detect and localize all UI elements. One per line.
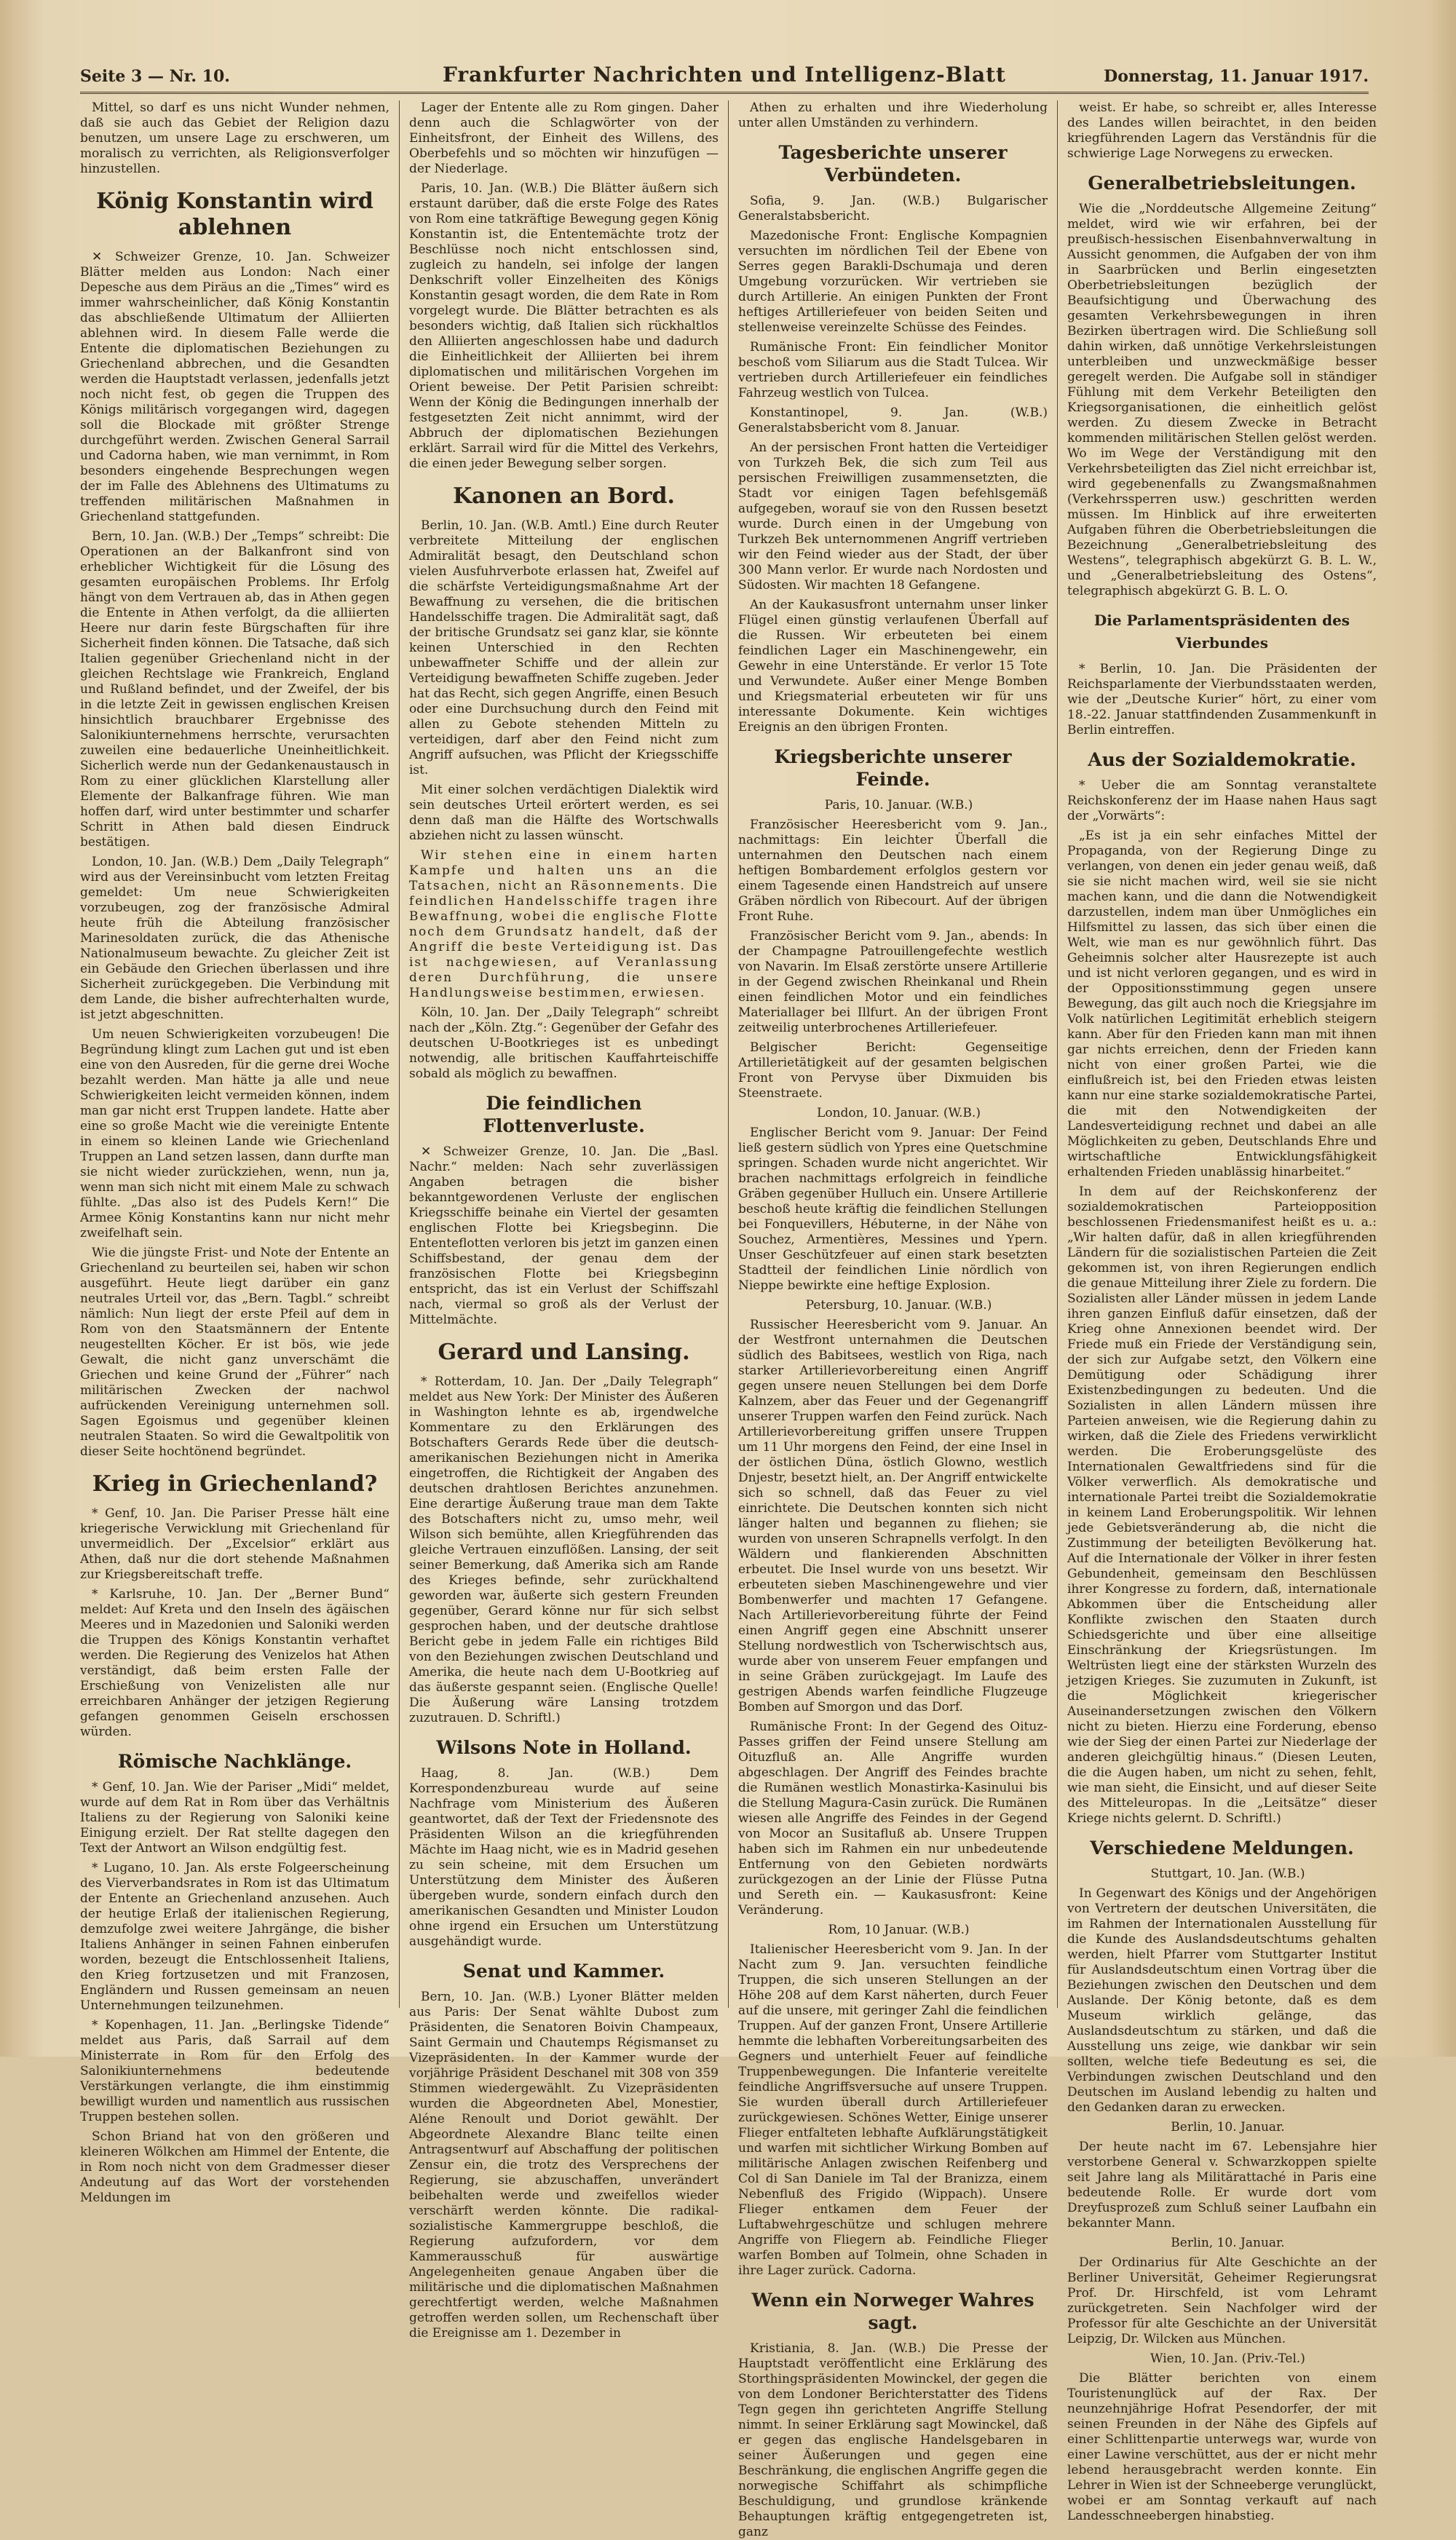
article-text: Englischer Bericht vom 9. Januar: Der Feind ließ gestern südlich von Ypres eine Quetschmine springen. Schaden wurde nicht angerichtet. Wir brachen nachmittags erfolgreich in feindliche Gräben gegenüber Hulluch ein. Unsere Artillerie beschoß heute kräftig die feindlichen Stellungen bei Fonquevillers, Hébuterne, in der Nähe von Souchez, Armentières, Messines und Ypern. Unser Geschützfeuer auf einen stark besetzten Stadtteil der feindlichen Linie nördlich von Nieppe bewirkte eine heftige Explosion.	[738, 1125, 1048, 1293]
column-rule	[1057, 100, 1058, 2008]
article-text: * Rotterdam, 10. Jan. Der „Daily Telegraph“ meldet aus New York: Der Minister des Äußeren in Washington lehnte es ab, irgendwelche Kommentare zu den Erklärungen des Botschafters Gerards Rede über die deutsch-amerikanischen Beziehungen nicht in Amerika eingetroffen, die Richtigkeit der Angaben des deutschen drahtlosen Berichtes anzunehmen. Eine derartige Äußerung traue man dem Takte des Botschafters nicht zu, umso mehr, weil Wilson sich bemühte, allen Kriegführenden das gleiche Vertrauen einzuflößen. Lansing, der seit seiner Bemerkung, daß Amerika sich am Rande des Krieges befinde, sehr zurückhaltend geworden war, äußerte sich gestern Freunden gegenüber, Gerard könne nur für sich selbst gesprochen haben, und der deutsche drahtlose Bericht gebe in jedem Falle ein richtiges Bild von den Beziehungen zwischen Deutschland und Amerika, die heute nach dem U-Bootkrieg auf das äußerste gespannt seien. (Englische Quelle! Die Äußerung wäre Lansing trotzdem zuzutrauen. D. Schriftl.)	[409, 1374, 719, 1725]
article-text: * Berlin, 10. Jan. Die Präsidenten der Reichsparlamente der Vierbundsstaaten werden, wie der „Deutsche Kurier“ hört, zu einer vom 18.-22. Januar stattfindenden Zusammenkunft in Berlin eintreffen.	[1067, 662, 1377, 737]
headline: Wenn ein Norweger Wahres sagt.	[751, 2290, 1034, 2333]
article-text: Rumänische Front: Ein feindlicher Monitor beschoß vom Siliarum aus die Stadt Tulcea. Wir vertrieben durch Artilleriefeuer ein feindliches Fahrzeug westlich von Tulcea.	[738, 340, 1048, 400]
headline: Senat und Kammer.	[462, 1961, 665, 1982]
article-text: Bern, 10. Jan. (W.B.) Der „Temps“ schreibt: Die Operationen an der Balkanfront sind von erheblicher Wichtigkeit für die Lösung des gesamten europäischen Problems. Ihr Erfolg hängt von dem Vertrauen ab, das in Athen gegen die Entente in Athen verfolgt, da die alliierten Heere nur darin feste Bürgschaften für ihre Sicherheit finden können. Die Tatsache, daß sich Italien gegenüber Griechenland nicht in der gleichen Rechtslage wie Frankreich, England und Rußland befindet, und der Zweifel, der bis in die letzte Zeit in gewissen englischen Kreisen hinsichtlich brauchbarer Ergebnisse des Salonikiunternehmens herrschte, verursachten zuweilen eine bedauerliche Uneinheitlichkeit. Sicherlich werde nun der Gedankenaustausch in Rom zu einer glücklichen Klarstellung aller Elemente der Balkanfrage führen. Wie man hoffen darf, wird unter bestimmter und scharfer Schritt in Athen bald diesen Eindruck bestätigen.	[80, 529, 389, 850]
article-text: Der heute nacht im 67. Lebensjahre hier verstorbene General v. Schwarzkoppen spielte seit Jahre lang als Militärattaché in Paris eine bedeutende Rolle. Er wurde dort vom Dreyfusprozeß zum Schluß seiner Laufbahn ein bekannter Mann.	[1067, 2140, 1377, 2231]
article-text: Mazedonische Front: Englische Kompagnien versuchten im nördlichen Teil der Ebene von Serres gegen Barakli-Dschumaja und deren Umgebung vorzurücken. Wir vertrieben sie durch Artillerie. An einigen Punkten der Front heftiges Artilleriefeuer von beiden Seiten und stellenweise vereinzelte Schüsse des Feindes.	[738, 229, 1048, 335]
article-text: Französischer Bericht vom 9. Jan., abends: In der Champagne Patrouillengefechte westlich von Navarin. Im Elsaß zerstörte unsere Artillerie in der Gegend zwischen Rheinkanal und Rhein einen feindlichen Motor und ein feindliches Materiallager bei Illfurt. An der übrigen Front zeitweilig unterbrochenes Artilleriefeuer.	[738, 929, 1048, 1035]
article-text: Konstantinopel, 9. Jan. (W.B.) Generalstabsbericht vom 8. Januar.	[738, 405, 1048, 435]
article-text: ✕ Schweizer Grenze, 10. Jan. Die „Basl. Nachr.“ melden: Nach sehr zuverlässigen Angaben betragen die bisher bekanntgewordenen Verluste der englischen Kriegsschiffe beinahe ein Viertel der gesamten englischen Flotte bei Kriegsbeginn. Die Ententeflotten verloren bis jetzt im ganzen einen Schiffsbestand, der genau dem der französischen Flotte bei Kriegsbeginn entspricht, das ist ein Verlust der Schiffszahl nach, viermal so groß als der Verlust der Mittelmächte.	[409, 1144, 719, 1327]
article-text: Rumänische Front: In der Gegend des Oituz-Passes griffen der Feind unsere Stellung am Oituzfluß an. Alle Angriffe wurden abgeschlagen. Der Angriff des Feindes brachte die Rumänen westlich Monastirka-Kasinului bis die Stellung Magura-Casin zurück. Die Rumänen wiesen alle Angriffe des Feindes in der Gegend von Mocor an Susitafluß ab. Unsere Truppen haben sich im Rahmen ein nur unbedeutende Entfernung von den Gebieten nordwärts zurückgezogen an der Linie der Flüsse Putna und Sereth ein. — Kaukasusfront: Keine Veränderung.	[738, 1720, 1048, 1918]
page-header	[80, 58, 1369, 94]
column-3	[738, 100, 1048, 2539]
headline: Gerard und Lansing.	[438, 1340, 690, 1365]
article-text: Französischer Heeresbericht vom 9. Jan., nachmittags: Ein leichter Überfall die unternahmen den Deutschen nach einem heftigen Bombardement erfolglos gestern vor einem Tagesende einen Handstreich auf unsere Gräben nördlich von Ribecourt. Auf der übrigen Front Ruhe.	[738, 818, 1048, 924]
article-text: Der Ordinarius für Alte Geschichte an der Berliner Universität, Geheimer Regierungsrat Prof. Dr. Hirschfeld, ist vom Lehramt zurückgetreten. Sein Nachfolger wird der Professor für alte Geschichte an der Universität Leipzig, Dr. Wilcken aus München.	[1067, 2255, 1377, 2346]
article-text: Athen zu erhalten und ihre Wiederholung unter allen Umständen zu verhindern.	[738, 100, 1048, 130]
article-text: Bern, 10. Jan. (W.B.) Lyoner Blätter melden aus Paris: Der Senat wählte Dubost zum Präsidenten, die Senatoren Boivin Champeaux, Saint Germain und Chautemps Régismanset zu Vizepräsidenten. In der Kammer wurde der vorjährige Präsident Deschanel mit 308 von 359 Stimmen wiedergewählt. Zu Vizepräsidenten wurden die Abgeordneten Abel, Monestier, Aléne Renoult und Doriot gewählt. Der Abgeordnete Alexandre Blanc teilte einen Antragsentwurf auf Abschaffung der politischen Zensur ein, die trotz des Versprechens der Regierung, sie abzuschaffen, unverändert beibehalten werde und zweifellos wieder verschärft werden könnte. Die radikal-sozialistische Kammergruppe beschloß, die Regierung aufzufordern, vor dem Kammerausschuß für auswärtige Angelegenheiten genaue Angaben über die militärische und die diplomatischen Maßnahmen gerechtfertigt werden, welche Maßnahmen getroffen werden sollen, um Rechenschaft über die Ereignisse am 1. Dezember in	[409, 1990, 719, 2341]
article-text: Kristiania, 8. Jan. (W.B.) Die Presse der Hauptstadt veröffentlicht eine Erklärung des Storthingspräsidenten Mowinckel, der gegen die von dem Londoner Berichterstatter des Tidens Tegn gegen ihn gerichteten Angriffe Stellung nimmt. In seiner Erklärung sagt Mowinckel, daß er gegen das englische Handelsgebaren in seiner Äußerungen und gegen eine Beschränkung, die englischen Angriffe gegen die norwegische Schiffahrt als schimpfliche Beschuldigung, und grundlose kränkende Behauptungen kräftig entgegengetreten ist, ganz	[738, 2341, 1048, 2539]
article-text: In Gegenwart des Königs und der Angehörigen von Vertretern der deutschen Universitäten, die im Rahmen der Internationalen Ausstellung für die Kunde des Auslandsdeutschtums gehalten werden, hielt Pfarrer vom Stuttgarter Institut für Auslandsdeutschtum einen Vortrag über die Beziehungen zwischen den Deutschen und dem Auslande. Der König betonte, daß es dem Museum wirklich gelänge, das Auslandsdeutschtum zu stärken, und daß die Ausstellung uns zeige, wie dankbar wir sein sollten, welche tiefe Bedeutung es sei, die Verbindungen zwischen Deutschland und den Deutschen im Ausland lebendig zu halten und den Gedanken daran zu erwecken.	[1067, 1886, 1377, 2115]
headline: Römische Nachklänge.	[117, 1751, 352, 1772]
masthead: Frankfurter Nachrichten und Intelligenz-Blatt	[443, 63, 1006, 87]
article-text: Um neuen Schwierigkeiten vorzubeugen! Die Begründung klingt zum Lachen gut und ist eben eine von den Ausreden, für die gerne drei Woche bezahlt werden. Man hätte ja alle und neue Schwierigkeiten leicht vermeiden können, indem man gar nicht erst Truppen landete. Hatte aber eine so große Macht wie die vereinigte Entente in einem so kleinen Lande wie Griechenland Truppen an Land setzen lassen, dann durfte man sie nicht wieder zurückziehen, wenn, nun ja, wenn man sich nicht mit einem Male zu schwach fühlte. „Das also ist des Pudels Kern!“ Die Armee König Konstantins kann nur nicht mehr zweifelhaft sein.	[80, 1027, 389, 1241]
dateline: Berlin, 10. Januar.	[1171, 2236, 1285, 2250]
headline: Kanonen an Bord.	[453, 483, 675, 509]
article-text: Berlin, 10. Jan. (W.B. Amtl.) Eine durch Reuter verbreitete Mitteilung der englischen Admiralität besagt, den Deutschland schon vielen Ausfuhrverbote erlassen hat, Zweifel auf die schärfste Verteidigungsmaßnahme Art der Bewaffnung zu versehen, die die britischen Handelsschiffe tragen. Die Admiralität sagt, daß der britische Grundsatz sei ganz klar, sie könnte keinen Unterschied in den Rechten unbewaffneter Schiffe und der allein zur Verteidigung bewaffneten Schiffe zugeben. Jeder hat das Recht, sich gegen Angriffe, einen Besuch oder eine Durchsuchung durch den Feind mit allen zu Gebote stehenden Mitteln zu verteidigen, darf aber den Feind nicht zum Angriff aufsuchen, was Pflicht der Kriegsschiffe ist.	[409, 518, 719, 778]
headline: König Konstantin wird ablehnen	[96, 189, 373, 240]
article-text: Belgischer Bericht: Gegenseitige Artillerietätigkeit auf der gesamten belgischen Front von Pervyse über Dixmuiden bis Steenstraete.	[738, 1040, 1048, 1101]
column-2	[409, 100, 719, 2341]
article-text: Haag, 8. Jan. (W.B.) Dem Korrespondenzbureau wurde auf seine Nachfrage vom Ministerium des Äußeren geantwortet, daß der Text der Friedensnote des Präsidenten Wilson an die kriegführenden Mächte im Haag nicht, wie es in Madrid gesehen zu sein scheine, mit dem Ersuchen um Unterstützung dem Minister des Äußeren übergeben wurde, sondern einfach durch den amerikanischen Gesandten und Minister Loudon ohne irgend ein Ersuchen um Unterstützung ausgehändigt wurde.	[409, 1766, 719, 1949]
issue-date: Donnerstag, 11. Januar 1917.	[1104, 67, 1369, 86]
article-text: * Karlsruhe, 10. Jan. Der „Berner Bund“ meldet: Auf Kreta und den Inseln des ägäischen Meeres und in Mazedonien und Saloniki werden die Truppen des Königs Konstantin verhaftet werden. Die Regierung des Venizelos hat Athen verständigt, daß beim ersten Falle der Erschießung von Venizelisten alle nur erreichbaren Anhänger der jetzigen Regierung gefangen genommen Geiseln erschossen würden.	[80, 1587, 389, 1739]
article-text: In dem auf der Reichskonferenz der sozialdemokratischen Parteiopposition beschlossenen Friedensmanifest heißt es u. a.: „Wir halten dafür, daß in allen kriegführenden Ländern für die sozialistischen Parteien die Zeit gekommen ist, von ihren Regierungen endlich die genaue Mitteilung ihrer Ziele zu fordern. Die Sozialisten aller Länder müssen in jedem Lande ihren ganzen Einfluß dafür einsetzen, daß der Krieg ohne Annexionen beendet wird. Der Friede muß ein Friede der Verständigung sein, der sich zur Aufgabe setzt, den Völkern eine Demütigung oder Schädigung ihrer Existenzbedingungen zu bedeuten. Und die Sozialisten in allen Ländern müssen ihre Parteien anweisen, wie die Regierung dahin zu wirken, daß die Ziele des Friedens verwirklicht werden. Die Eroberungsgelüste des Internationalen Gewaltfriedens sind für die Völker verwerflich. Als demokratische und internationale Partei treibt die Sozialdemokratie in keinem Land Eroberungspolitik. Wir lehnen jede Gebietsveränderung ab, die nicht die Zustimmung der beteiligten Bevölkerung hat. Auf die Internationale der Völker in ihrer festen Gebundenheit, gemeinsam den Beschlüssen ihrer Kongresse zu fordern, daß, internationale Abkommen über die Entscheidung aller Konflikte zwischen den Staaten durch Schiedsgerichte und über eine allseitige Einschränkung der Kriegsrüstungen. Im Weltrüsten liegt eine der stärksten Wurzeln des jetzigen Krieges. Sie zuzumuten in Zukunft, ist die Möglichkeit kriegerischer Auseinandersetzungen zwischen den Völkern nicht zu bieten. Hierzu eine Forderung, ebenso wie der Sieg der einen Partei zur Niederlage der anderen gleichgültig hinaus.“ (Diesen Leuten, die die Augen haben, um nicht zu sehen, fehlt, wie man sieht, die Einsicht, und auf dieser Seite des Mitteleuropas. In die „Leitsätze“ dieser Kriege nichts gelernt. D. Schriftl.)	[1067, 1184, 1377, 1826]
column-1	[80, 100, 389, 2205]
headline: Die Parlamentspräsidenten des Vierbundes	[1093, 612, 1350, 652]
article-text: * Kopenhagen, 11. Jan. „Berlingske Tidende“ meldet aus Paris, daß Sarrail auf dem Ministerrate in Rom für den Erfolg des Salonikiunternehmens bedeutende Verstärkungen verlangte, die ihm einstimmig bewilligt wurden und namentlich aus russischen Truppen bestehen sollen.	[80, 2018, 389, 2124]
columns	[80, 100, 1377, 2539]
column-rule	[399, 100, 400, 2008]
article-text: Mittel, so darf es uns nicht Wunder nehmen, daß sie auch das Gebiet der Religion dazu benutzen, um unsere Lage zu erschweren, um moralisch zu verrichten, als Religionsverfolger hinzustellen.	[80, 100, 389, 176]
dateline: Rom, 10 Januar. (W.B.)	[828, 1923, 970, 1937]
article-text: Lager der Entente alle zu Rom gingen. Daher denn auch die Schlagwörter von der Einheitsfront, der Einheit des Willens, des Oberbefehls und so möchten wir hinzufügen — der Niederlage.	[409, 100, 719, 176]
article-text: Russischer Heeresbericht vom 9. Januar. An der Westfront unternahmen die Deutschen südlich des Babitsees, westlich von Riga, nach starker Artillerievorbereitung einen Angriff gegen unsere neuen Stellungen bei dem Dorfe Kalnzem, aber das Feuer und der Gegenangriff unserer Truppen warfen den Feind zurück. Nach Artillerievorbereitung griffen unsere Truppen um 11 Uhr morgens den Feind, der eine Insel in der östlichen Düna, östlich Glowno, westlich Dnjestr, besetzt hielt, an. Der Angriff entwickelte sich so schnell, daß das Feuer zu viel einrichtete. Die Deutschen konnten sich nicht länger halten und begannen zu fliehen; sie wurden von unseren Schrapnells verfolgt. In den Wäldern und flankierenden Abschnitten erbeutet. Die Insel wurde von uns besetzt. Wir erbeuteten sieben Maschinengewehre und vier Bombenwerfer und machten 17 Gefangene. Nach Artillerievorbereitung führte der Feind einen Angriff gegen eine Abschnitt unserer Stellung nordwestlich von Tscherwischtsch aus, wurde aber von unserem Feuer empfangen und in seine Gräben zurückgejagt. Im Laufe des gestrigen Abends warfen feindliche Flugzeuge Bomben auf Smorgon und das Dorf.	[738, 1318, 1048, 1714]
article-text: An der Kaukasusfront unternahm unser linker Flügel einen günstig verlaufenen Überfall auf die Russen. Wir erbeuteten bei einem feindlichen Lager ein Maschinengewehr, ein Gewehr in eine Unterstände. Er verlor 15 Tote und Verwundete. Außer einer Menge Bomben und Kriegsmaterial erbeuteten wir für uns interessante Dokumente. Kein wichtiges Ereignis an den übrigen Fronten.	[738, 598, 1048, 735]
article-text: ✕ Schweizer Grenze, 10. Jan. Schweizer Blätter melden aus London: Nach einer Depesche aus dem Piräus an die „Times“ wird es immer wahrscheinlicher, daß König Konstantin das abschließende Ultimatum der Alliierten ablehnen wird. In diesem Falle werde die Entente die diplomatischen Beziehungen zu Griechenland abbrechen, und die Gesandten werden die Hauptstadt verlassen, jedenfalls jetzt noch nicht fest, ob gegen die Truppen des Königs militärisch vorgegangen wird, dagegen soll die Blockade mit größter Strenge durchgeführt werden. Zwischen General Sarrail und Cadorna haben, wie man vernimmt, in Rom besonders eingehende Besprechungen wegen der im Falle des Ablehnens des Ultimatums zu treffenden militärischen Maßnahmen in Griechenland stattgefunden.	[80, 250, 389, 524]
article-text: Italienischer Heeresbericht vom 9. Jan. In der Nacht zum 9. Jan. versuchten feindliche Truppen, die sich unseren Stellungen an der Höhe 208 auf dem Karst näherten, durch Feuer auf die unsere, mit geringer Zahl die feindlichen Truppen. Auf der ganzen Front, Unsere Artillerie hemmte die lebhaften Vorbereitungsarbeiten des Gegners und unterhielt Feuer auf feindliche Truppenbewegungen. Die Infanterie vereitelte feindliche Angriffsversuche auf unsere Truppen. Sie wurden überall durch Artilleriefeuer zurückgewiesen. Schönes Wetter, Einige unserer Flieger entfalteten lebhafte Aufklärungstätigkeit und warfen mit sichtlicher Wirkung Bomben auf militärische Anlagen zwischen Reifenberg und Col di San Daniele im Tal der Branizza, einem Nebenfluß des Frigido (Wippach). Unsere Flieger entkamen dem Feuer der Luftabwehrgeschütze und schlugen mehrere Angriffe von Fliegern ab. Feindliche Flieger warfen Bomben auf Tolmein, ohne Schaden in ihre Lager zurück. Cadorna.	[738, 1942, 1048, 2278]
dateline: Berlin, 10. Januar.	[1171, 2120, 1285, 2135]
article-text: Die Blätter berichten von einem Touristenunglück auf der Rax. Der neunzehnjährige Hofrat Pesendorfer, der mit seinen Freunden in der Nähe des Gipfels auf einer Schlittenpartie unterwegs war, wurde von einer Lawine verschüttet, aus der er nicht mehr lebend herausgebracht werden konnte. Ein Lehrer in Wien ist der Schneeberge verunglückt, wobei er am Sonntag verkauft auf nach Landesschneebergen hinabstieg.	[1067, 2371, 1377, 2523]
headline: Aus der Sozialdemokratie.	[1088, 749, 1356, 770]
dateline: Petersburg, 10. Januar. (W.B.)	[805, 1298, 992, 1313]
article-text: Schon Briand hat von den größeren und kleineren Wölkchen am Himmel der Entente, die in Rom noch nicht von dem Gradmesser dieser Andeutung auf das Wort der vorstehenden Meldungen im	[80, 2129, 389, 2205]
article-text: Wie die „Norddeutsche Allgemeine Zeitung“ meldet, wird wie wir erfahren, bei der preußisch-hessischen Eisenbahnverwaltung in Aussicht genommen, die Aufgaben der von ihm in Saarbrücken und Berlin eingesetzten Oberbetriebsleitungen bezüglich der Beaufsichtigung und Überwachung des gesamten Verkehrsbewegungen in ihren Bezirken übertragen wird. Die Schließung soll dahin wirken, daß unnötige Verkehrsleistungen unterbleiben und unzweckmäßige besser geregelt werden. Die Aufgabe soll in ständiger Fühlung mit dem Verkehr Beteiligten den Kriegsorganisationen, die einheitlich gelöst werden. Zu diesem Zwecke in Betracht kommenden militärischen Stellen gelöst werden. Wo im Wege der Verständigung mit den Verkehrsbeteiligten das Ziel nicht erreichbar ist, wird gegebenenfalls zu Zwangsmaßnahmen (Verkehrssperren usw.) geschritten werden müssen. Im Hinblick auf ihre erweiterten Aufgaben führen die Oberbetriebsleitungen die Bezeichnung „Generalbetriebsleitung des Westens“, telegraphisch abgekürzt G. B. L. W., und „Generalbetriebsleitung des Ostens“, telegraphisch abgekürzt G. B. L. O.	[1067, 202, 1377, 598]
article-text: * Lugano, 10. Jan. Als erste Folgeerscheinung des Vierverbandsrates in Rom ist das Ultimatum der Entente an Griechenland anzusehen. Auch der heutige Erlaß der italienischen Regierung, demzufolge zwei weitere Jahrgänge, die bisher Italiens Anhänger in seinen Fahnen einberufen worden, bezeugt die Entschlossenheit Italiens, den Krieg fortzusetzen und mit Franzosen, Engländern und Russen gemeinsam an neuen Unternehmungen teilzunehmen.	[80, 1861, 389, 2013]
column-rule	[728, 100, 729, 2008]
dateline: Wien, 10. Jan. (Priv.-Tel.)	[1150, 2351, 1305, 2366]
dateline: Paris, 10. Januar. (W.B.)	[824, 798, 973, 812]
headline: Krieg in Griechenland?	[92, 1471, 378, 1497]
article-text: Wir stehen eine in einem harten Kampfe und halten uns an die Tatsachen, nicht an Räsonnements. Die feindlichen Handelsschiffe tragen ihre Bewaffnung, wobei die englische Flotte noch dem Grundsatz handelt, daß der Angriff die beste Verteidigung ist. Das ist nachgewiesen, auf Veranlassung deren Durchführung, die unsere Handlungsweise bestimmen, erwiesen.	[409, 848, 719, 1000]
headline: Die feindlichen Flottenverluste.	[483, 1093, 645, 1136]
headline: Tagesberichte unserer Verbündeten.	[778, 142, 1008, 186]
article-text: London, 10. Jan. (W.B.) Dem „Daily Telegraph“ wird aus der Vereinsinbucht vom letzten Freitag gemeldet: Um neue Schwierigkeiten vorzubeugen, zog der französische Admiral heute früh die Abteilung französischer Marinesoldaten zurück, die das Athenische Nationalmuseum bewachte. Zu gleicher Zeit ist ein Gebäude den Griechen überlassen und ihre Sicherheit zurückgegeben. Die Verbindung mit dem Lande, die bisher aufrechterhalten wurde, ist jetzt abgeschnitten.	[80, 855, 389, 1022]
article-text: An der persischen Front hatten die Verteidiger von Turkzeh Bek, die sich zum Teil aus persischen Freiwilligen zusammensetzten, die Stadt vor einigen Tagen befehlsgemäß aufgegeben, worauf sie von den Russen besetzt wurde. Durch einen in der Umgebung von Turkzeh Bek unternommenen Angriff vertrieben wir den Feind wieder aus der Stadt, der über 300 Mann verlor. Er wurde nach Nordosten und Südosten. Wir machten 18 Gefangene.	[738, 440, 1048, 593]
column-4	[1067, 100, 1377, 2523]
article-text: * Genf, 10. Jan. Die Pariser Presse hält eine kriegerische Verwicklung mit Griechenland für unvermeidlich. Der „Excelsior“ erklärt aus Athen, daß nur die dort stehende Maßnahmen zur Kriegsbereitschaft treffe.	[80, 1506, 389, 1582]
article-text: Sofia, 9. Jan. (W.B.) Bulgarischer Generalstabsbericht.	[738, 194, 1048, 223]
headline: Wilsons Note in Holland.	[436, 1737, 692, 1758]
article-text: weist. Er habe, so schreibt er, alles Interesse des Landes willen beirachtet, in den beiden kriegführenden Lagern das Verständnis für die schwierige Lage Norwegens zu erwecken.	[1067, 100, 1377, 161]
article-text: Köln, 10. Jan. Der „Daily Telegraph“ schreibt nach der „Köln. Ztg.“: Gegenüber der Gefahr des deutschen U-Bootkrieges ist es unbedingt notwendig, alle britischen Kauffahrteischiffe sobald als möglich zu bewaffnen.	[409, 1005, 719, 1081]
article-text: * Ueber die am Sonntag veranstaltete Reichskonferenz der im Haase nahen Haus sagt der „Vorwärts“:	[1067, 778, 1377, 823]
headline: Verschiedene Meldungen.	[1090, 1837, 1354, 1859]
article-text: „Es ist ja ein sehr einfaches Mittel der Propaganda, von der Regierung Dinge zu verlangen, von denen ein jeder genau weiß, daß sie sie nicht machen wird, weil sie sie nicht machen kann, und die dann die Notwendigkeit darzustellen, indem man über Unmögliches ein Hilfsmittel zu lassen, das sich über einen die Welt, wie man es nur gewöhnlich führt. Das Geheimnis solcher alter Hausrezepte ist auch und ist nicht verloren gegangen, und es wird in der Oppositionsstimmung gegen unsere Bewegung, das gilt auch noch die Kriegsjahre im Volk natürlichen Legitimität erheblich steigern kann. Aber für den Frieden kann man mit ihnen gar nichts erreichen, denn der Frieden kann nicht von einer großen Partei, wie die einflußreich ist, bei den Frieden etwas leisten kann nur eine starke sozialdemokratische Partei, die mit den Notwendigkeiten der Landesverteidigung rechnet und dabei an alle Möglichkeiten zu geben, Deutschlands Ehre und wirtschaftliche Entwicklungsfähigkeit erhaltenden Frieden unablässig hinarbeitet.“	[1067, 828, 1377, 1179]
headline: Kriegsberichte unserer Feinde.	[774, 746, 1012, 790]
article-text: * Genf, 10. Jan. Wie der Pariser „Midi“ meldet, wurde auf dem Rat in Rom über das Verhältnis Italiens zu der Regierung von Saloniki keine Einigung erzielt. Der Rat stellte dagegen den Text der Antwort an Wilson endgültig fest.	[80, 1780, 389, 1856]
article-text: Wie die jüngste Frist- und Note der Entente an Griechenland zu beurteilen sei, haben wir schon ausgeführt. Heute liegt darüber ein ganz neutrales Urteil vor, das „Bern. Tagbl.“ schreibt nämlich: Nun liegt der erste Pfeil auf dem in Rom von den Staatsmännern der Entente neugestellten Köcher. Er ist bös, wie jede Gewalt, die nicht ganz unverschämt die Griechen und keine Grund der „Führer“ nach militärischen Zwecken der nachwol aufrückenden Vereinigung unternehmen soll. Sagen Egoismus und gegenüber kleinen neutralen Staaten. So wird die Gewaltpolitik von dieser Seite hochtönend begründet.	[80, 1246, 389, 1459]
headline: Generalbetriebsleitungen.	[1088, 173, 1356, 194]
dateline: Stuttgart, 10. Jan. (W.B.)	[1150, 1867, 1305, 1881]
dateline: London, 10. Januar. (W.B.)	[817, 1106, 981, 1120]
page-number: Seite 3 — Nr. 10.	[80, 67, 230, 86]
article-text: Mit einer solchen verdächtigen Dialektik wird sein deutsches Urteil erörtert werden, es sei denn daß man die Hälfte des Wortschwalls abziehen nicht zu lassen wünscht.	[409, 783, 719, 843]
article-text: Paris, 10. Jan. (W.B.) Die Blätter äußern sich erstaunt darüber, daß die erste Folge des Rates von Rom eine tatkräftige Bewegung gegen König Konstantin ist, die Ententemächte trotz der Beschlüsse noch nicht entschlossen sind, zugleich zu handeln, sei infolge der langen Denkschrift voller Einzelheiten des Königs Konstantin gesagt worden, die dem Rate in Rom vorgelegt wurde. Die Blätter betrachten es als besonders wichtig, daß Italien sich rückhaltlos den Alliierten angeschlossen habe und dadurch die Einheitlichkeit der Alliierten bei ihrem diplomatischen und militärischen Vorgehen im Orient beweise. Der Petit Parisien schreibt: Wenn der König die Bedingungen innerhalb der festgesetzten Zeit nicht annimmt, wird der Abbruch der diplomatischen Beziehungen erklärt. Sarrail wird für die Mittel des Verkehrs, die einen jeder Bewegung selber sorgen.	[409, 181, 719, 471]
